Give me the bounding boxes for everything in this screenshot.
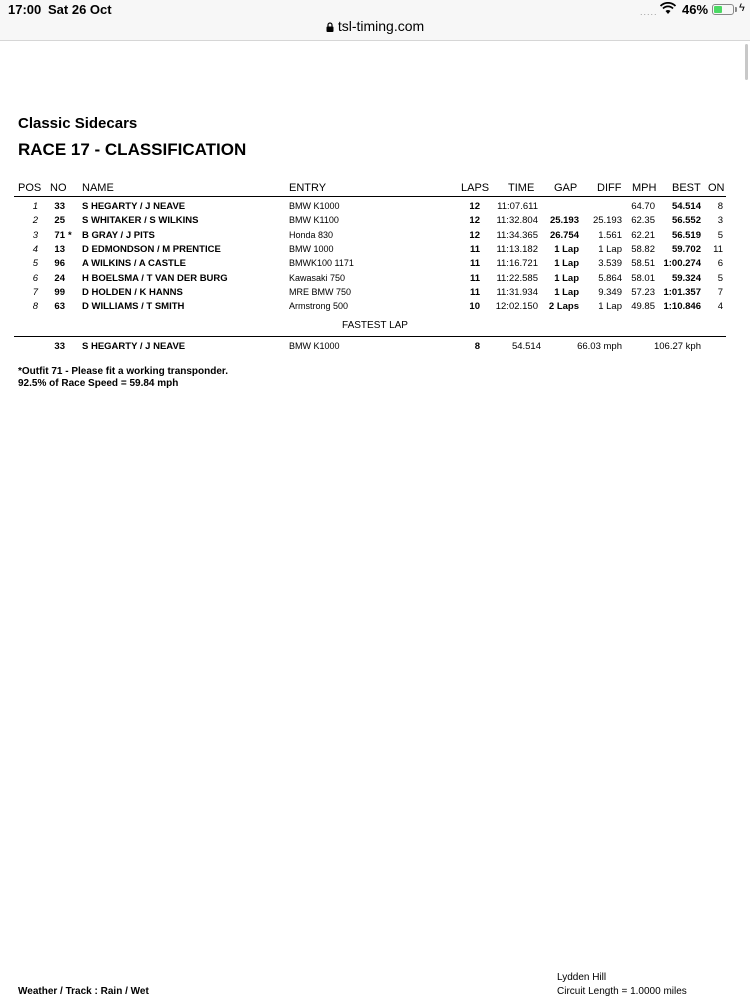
cell-on: 5 — [717, 272, 723, 284]
wifi-icon — [660, 2, 676, 15]
cell-laps: 11 — [469, 272, 480, 284]
cell-pos: 5 — [32, 258, 38, 270]
cell-on: 7 — [717, 286, 723, 298]
fl-kph: 106.27 kph — [653, 341, 701, 352]
fl-no: 33 — [54, 341, 65, 352]
cell-name: S HEGARTY / J NEAVE — [82, 201, 186, 212]
cell-time: 11:16.721 — [496, 258, 538, 270]
cell-mph: 57.23 — [631, 286, 655, 298]
cell-no: 25 — [54, 215, 65, 227]
cell-on: 5 — [717, 229, 723, 241]
col-laps: LAPS — [461, 182, 490, 194]
cell-gap: 1 Lap — [554, 243, 579, 255]
cell-entry: MRE BMW 750 — [289, 286, 352, 297]
battery-tip — [735, 7, 737, 12]
charging-bolt-icon: ϟ — [739, 2, 745, 14]
cell-laps: 12 — [469, 215, 480, 227]
outfit-note: *Outfit 71 - Please fit a working transponder. — [18, 366, 229, 377]
cell-diff: 3.539 — [598, 258, 622, 270]
cell-time: 11:31.934 — [496, 286, 538, 298]
cell-name: S WHITAKER / S WILKINS — [82, 215, 199, 227]
cell-star: * — [68, 229, 72, 241]
cell-pos: 6 — [32, 272, 38, 284]
cell-on: 8 — [717, 201, 723, 212]
cell-best: 1:10.846 — [663, 301, 701, 313]
col-entry: ENTRY — [289, 182, 327, 194]
cell-no: 99 — [54, 286, 65, 298]
cell-gap: 1 Lap — [554, 286, 579, 298]
col-no: NO — [50, 182, 67, 194]
cell-laps: 11 — [469, 258, 480, 270]
col-name: NAME — [82, 182, 114, 194]
col-mph: MPH — [632, 182, 657, 194]
cell-best: 56.552 — [671, 215, 701, 227]
cell-gap: 26.754 — [549, 229, 579, 241]
cell-mph: 58.51 — [631, 258, 655, 270]
cell-time: 11:34.365 — [496, 229, 538, 241]
col-gap: GAP — [554, 182, 578, 194]
cell-no: 33 — [54, 201, 65, 212]
cell-mph: 64.70 — [631, 201, 655, 212]
cell-diff: 1 Lap — [598, 301, 622, 313]
fl-time: 54.514 — [511, 341, 541, 352]
cell-diff: 1 Lap — [598, 243, 622, 255]
cell-no: 24 — [54, 272, 65, 284]
cell-name: D EDMONDSON / M PRENTICE — [82, 243, 221, 255]
cell-laps: 11 — [469, 286, 480, 298]
cell-on: 3 — [717, 215, 723, 227]
fl-entry: BMW K1000 — [289, 341, 340, 351]
cell-on: 11 — [713, 243, 723, 255]
table-row — [0, 301, 750, 315]
circuit-length: Circuit Length = 1.0000 miles — [557, 986, 687, 997]
cell-diff: 1.561 — [598, 229, 622, 241]
col-diff: DIFF — [597, 182, 622, 194]
cell-entry: Armstrong 500 — [289, 301, 349, 312]
fl-mph: 66.03 mph — [577, 341, 622, 352]
cell-gap: 25.193 — [549, 215, 579, 227]
table-row — [0, 215, 750, 229]
col-time: TIME — [508, 182, 535, 194]
cell-laps: 10 — [469, 301, 480, 313]
cell-best: 54.514 — [671, 201, 701, 212]
fastest-lap-label: FASTEST LAP — [342, 320, 408, 331]
weather-track: Weather / Track : Rain / Wet — [18, 986, 149, 997]
battery-percent: 46% — [682, 2, 709, 17]
col-best: BEST — [672, 182, 701, 194]
cell-mph: 62.21 — [631, 229, 655, 241]
cell-on: 4 — [717, 301, 723, 313]
cell-name: D HOLDEN / K HANNS — [82, 286, 183, 298]
table-row — [0, 258, 750, 272]
venue-name: Lydden Hill — [557, 972, 607, 983]
cell-entry: Honda 830 — [289, 229, 334, 240]
cell-name: H BOELSMA / T VAN DER BURG — [82, 272, 228, 284]
cell-gap: 2 Laps — [548, 301, 579, 313]
cell-no: 13 — [54, 243, 65, 255]
cell-laps: 12 — [469, 229, 480, 241]
table-row — [0, 273, 750, 287]
cell-best: 59.324 — [671, 272, 701, 284]
status-time: 17:00 — [8, 2, 42, 17]
cell-entry: BMW 1000 — [289, 243, 334, 254]
cell-time: 11:32.804 — [496, 215, 538, 227]
cell-pos: 4 — [32, 243, 38, 255]
fl-lap: 8 — [474, 341, 480, 352]
cell-name: D WILLIAMS / T SMITH — [82, 301, 185, 313]
cell-best: 1:00.274 — [663, 258, 701, 270]
url-text: tsl-timing.com — [337, 18, 425, 34]
fastest-lap-row — [0, 341, 750, 355]
cell-best: 56.519 — [671, 229, 701, 241]
table-row — [0, 287, 750, 301]
signal-icon: ..... — [640, 7, 658, 17]
table-row — [0, 244, 750, 258]
cell-laps: 11 — [469, 243, 480, 255]
cell-time: 11:13.182 — [496, 243, 538, 255]
series-title: Classic Sidecars — [18, 115, 138, 132]
cell-gap: 1 Lap — [554, 272, 579, 284]
cell-pos: 3 — [32, 229, 38, 241]
cell-no: 71 — [54, 229, 65, 241]
race-speed-note: 92.5% of Race Speed = 59.84 mph — [18, 378, 179, 389]
cell-best: 1:01.357 — [663, 286, 701, 298]
col-pos: POS — [18, 182, 42, 194]
scroll-indicator[interactable] — [745, 44, 748, 80]
header-divider — [14, 196, 726, 197]
cell-entry: BMWK100 1171 — [289, 258, 354, 269]
cell-mph: 62.35 — [631, 215, 655, 227]
cell-diff: 9.349 — [598, 286, 622, 298]
fl-name: S HEGARTY / J NEAVE — [82, 341, 186, 352]
cell-laps: 12 — [469, 201, 480, 212]
cell-pos: 1 — [32, 201, 38, 212]
table-row — [0, 230, 750, 244]
cell-time: 11:22.585 — [496, 272, 538, 284]
browser-top-bar — [0, 0, 750, 41]
page-title: RACE 17 - CLASSIFICATION — [18, 140, 247, 159]
cell-name: A WILKINS / A CASTLE — [82, 258, 186, 270]
battery-icon — [712, 4, 734, 15]
cell-time: 11:07.611 — [497, 201, 538, 212]
cell-entry: BMW K1100 — [289, 215, 339, 226]
cell-name: B GRAY / J PITS — [82, 229, 155, 241]
cell-pos: 8 — [32, 301, 38, 313]
cell-pos: 7 — [32, 286, 38, 298]
cell-mph: 49.85 — [631, 301, 655, 313]
fastest-lap-divider — [14, 336, 726, 337]
address-bar[interactable] — [0, 18, 750, 34]
cell-on: 6 — [717, 258, 723, 270]
cell-entry: Kawasaki 750 — [289, 272, 346, 283]
cell-diff: 5.864 — [598, 272, 622, 284]
cell-entry: BMW K1000 — [289, 201, 340, 211]
cell-no: 63 — [54, 301, 65, 313]
lock-icon — [326, 22, 334, 32]
cell-gap: 1 Lap — [554, 258, 579, 270]
cell-diff: 25.193 — [592, 215, 622, 227]
cell-mph: 58.01 — [631, 272, 655, 284]
cell-time: 12:02.150 — [495, 301, 538, 313]
status-date: Sat 26 Oct — [48, 2, 112, 17]
cell-best: 59.702 — [671, 243, 701, 255]
cell-mph: 58.82 — [631, 243, 655, 255]
col-on: ON — [708, 182, 725, 194]
table-row — [0, 201, 750, 215]
cell-pos: 2 — [32, 215, 38, 227]
cell-no: 96 — [54, 258, 65, 270]
